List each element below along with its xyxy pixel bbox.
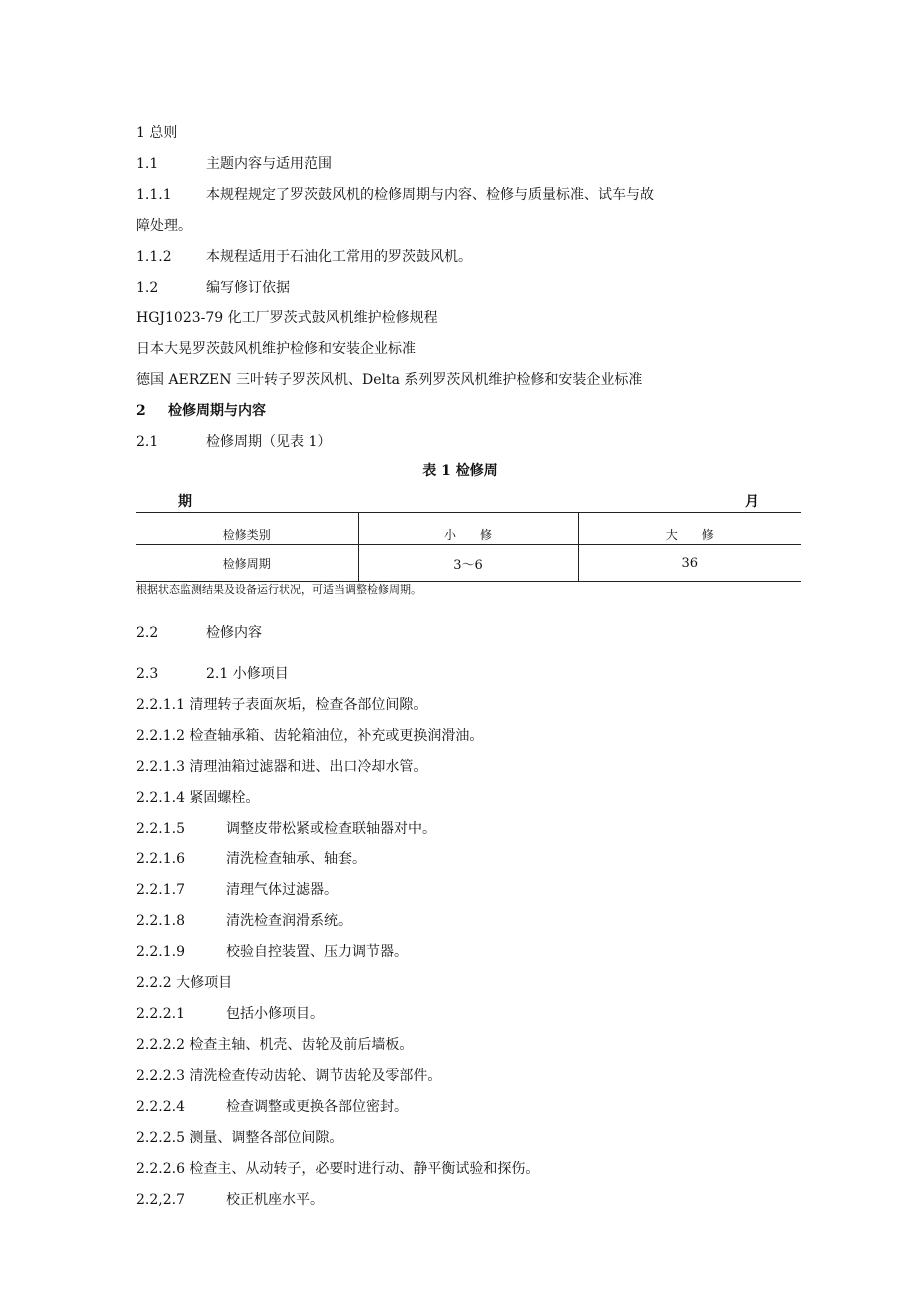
minor-repair-item <box>136 819 436 839</box>
paragraph-text: 本规程规定了罗茨鼓风机的检修周期与内容、检修与质量标准、试车与故 <box>206 187 654 203</box>
item-number: 2.2.2.1 <box>136 1006 185 1022</box>
item-number: 2.2.1.7 <box>136 882 185 898</box>
maintenance-cycle-table <box>136 512 801 582</box>
item-text: 清理气体过滤器。 <box>226 882 338 898</box>
minor-repair-item: 2.2.1.2 检查轴承箱、齿轮箱油位，补充或更换润滑油。 <box>136 728 484 744</box>
paragraph-text: 本规程适用于石油化工常用的罗茨鼓风机。 <box>206 249 472 265</box>
major-repair-item: 2.2.2.6 检查主、从动转子，必要时进行动、静平衡试验和探伤。 <box>136 1161 540 1177</box>
item-text: 清洗检查润滑系统。 <box>226 913 352 929</box>
section-title: 检修内容 <box>206 625 262 641</box>
section-2-1 <box>136 432 331 452</box>
section-2-heading <box>136 401 266 421</box>
major-repair-item <box>136 1004 324 1024</box>
section-1-2 <box>136 278 290 298</box>
item-text: 包括小修项目。 <box>226 1006 324 1022</box>
minor-repair-item: 2.2.1.4 紧固螺栓。 <box>136 790 260 806</box>
item-number: 2.2.1.5 <box>136 821 185 837</box>
item-number: 2.2.2.4 <box>136 1099 185 1115</box>
minor-repair-item <box>136 942 408 962</box>
section-title: 检修周期与内容 <box>168 403 266 419</box>
table-title: 表 1 检修周 <box>422 463 498 479</box>
item-text: 调整皮带松紧或检查联轴器对中。 <box>226 821 436 837</box>
table-note: 根据状态监测结果及设备运行状况，可适当调整检修周期。 <box>136 583 422 596</box>
section-2-3 <box>136 664 289 684</box>
section-title: 2.1 小修项目 <box>206 666 289 682</box>
table-title-right-fragment: 月 <box>745 494 759 510</box>
paragraph-text: 障处理。 <box>136 218 192 234</box>
table-header-cell: 大 修 <box>578 513 801 545</box>
section-1-heading <box>136 123 177 143</box>
item-number: 2.2,2.7 <box>136 1192 185 1208</box>
section-number: 1.1.2 <box>136 249 172 265</box>
minor-repair-item: 2.2.1.1 清理转子表面灰垢，检查各部位间隙。 <box>136 697 428 713</box>
major-repair-heading: 2.2.2 大修项目 <box>136 975 233 991</box>
section-number: 1.1 <box>136 156 159 172</box>
table-cell: 36 <box>578 545 801 582</box>
section-title: 主题内容与适用范围 <box>206 156 332 172</box>
minor-repair-item <box>136 849 366 869</box>
section-number: 2.2 <box>136 625 159 641</box>
table-header-row <box>136 513 801 545</box>
major-repair-item: 2.2.2.3 清洗检查传动齿轮、调节齿轮及零部件。 <box>136 1068 442 1084</box>
item-number: 2.2.1.6 <box>136 851 185 867</box>
minor-repair-item <box>136 911 352 931</box>
item-text: 清洗检查轴承、轴套。 <box>226 851 366 867</box>
section-1-1-1-continuation <box>136 216 192 236</box>
major-repair-item: 2.2.2.5 测量、调整各部位间隙。 <box>136 1130 344 1146</box>
major-repair-item <box>136 1190 324 1210</box>
section-1-1 <box>136 154 332 174</box>
item-text: 检查调整或更换各部位密封。 <box>226 1099 408 1115</box>
table-row <box>136 545 801 582</box>
section-1-1-2 <box>136 247 472 267</box>
item-number: 2.2.1.8 <box>136 913 185 929</box>
section-title: 检修周期（见表 1） <box>206 434 332 450</box>
reference-item: 德国 AERZEN 三叶转子罗茨风机、Delta 系列罗茨风机维护检修和安装企业标准 <box>136 372 643 388</box>
item-text: 校正机座水平。 <box>226 1192 324 1208</box>
section-number: 2.3 <box>136 666 159 682</box>
major-repair-item <box>136 1097 408 1117</box>
item-text: 校验自控装置、压力调节器。 <box>226 944 408 960</box>
reference-item: HGJ1023-79 化工厂罗茨式鼓风机维护检修规程 <box>136 310 438 326</box>
table-title-left-fragment: 期 <box>178 494 192 510</box>
section-number: 1.1.1 <box>136 187 172 203</box>
section-number: 1.2 <box>136 280 159 296</box>
major-repair-item: 2.2.2.2 检查主轴、机壳、齿轮及前后墙板。 <box>136 1037 414 1053</box>
table-cell: 3～6 <box>358 545 578 582</box>
section-1-heading-text: 1 总则 <box>136 125 178 141</box>
section-number: 2.1 <box>136 434 159 450</box>
minor-repair-item <box>136 880 338 900</box>
section-2-2 <box>136 623 262 643</box>
reference-item: 日本大晃罗茨鼓风机维护检修和安装企业标准 <box>136 341 416 357</box>
section-number: 2 <box>136 403 146 419</box>
table-cell: 检修周期 <box>136 545 358 582</box>
table-header-cell: 检修类别 <box>136 513 358 545</box>
table-header-cell: 小 修 <box>358 513 578 545</box>
section-title: 编写修订依据 <box>206 280 290 296</box>
item-number: 2.2.1.9 <box>136 944 185 960</box>
section-1-1-1 <box>136 185 654 205</box>
minor-repair-item: 2.2.1.3 清理油箱过滤器和进、出口冷却水管。 <box>136 759 428 775</box>
